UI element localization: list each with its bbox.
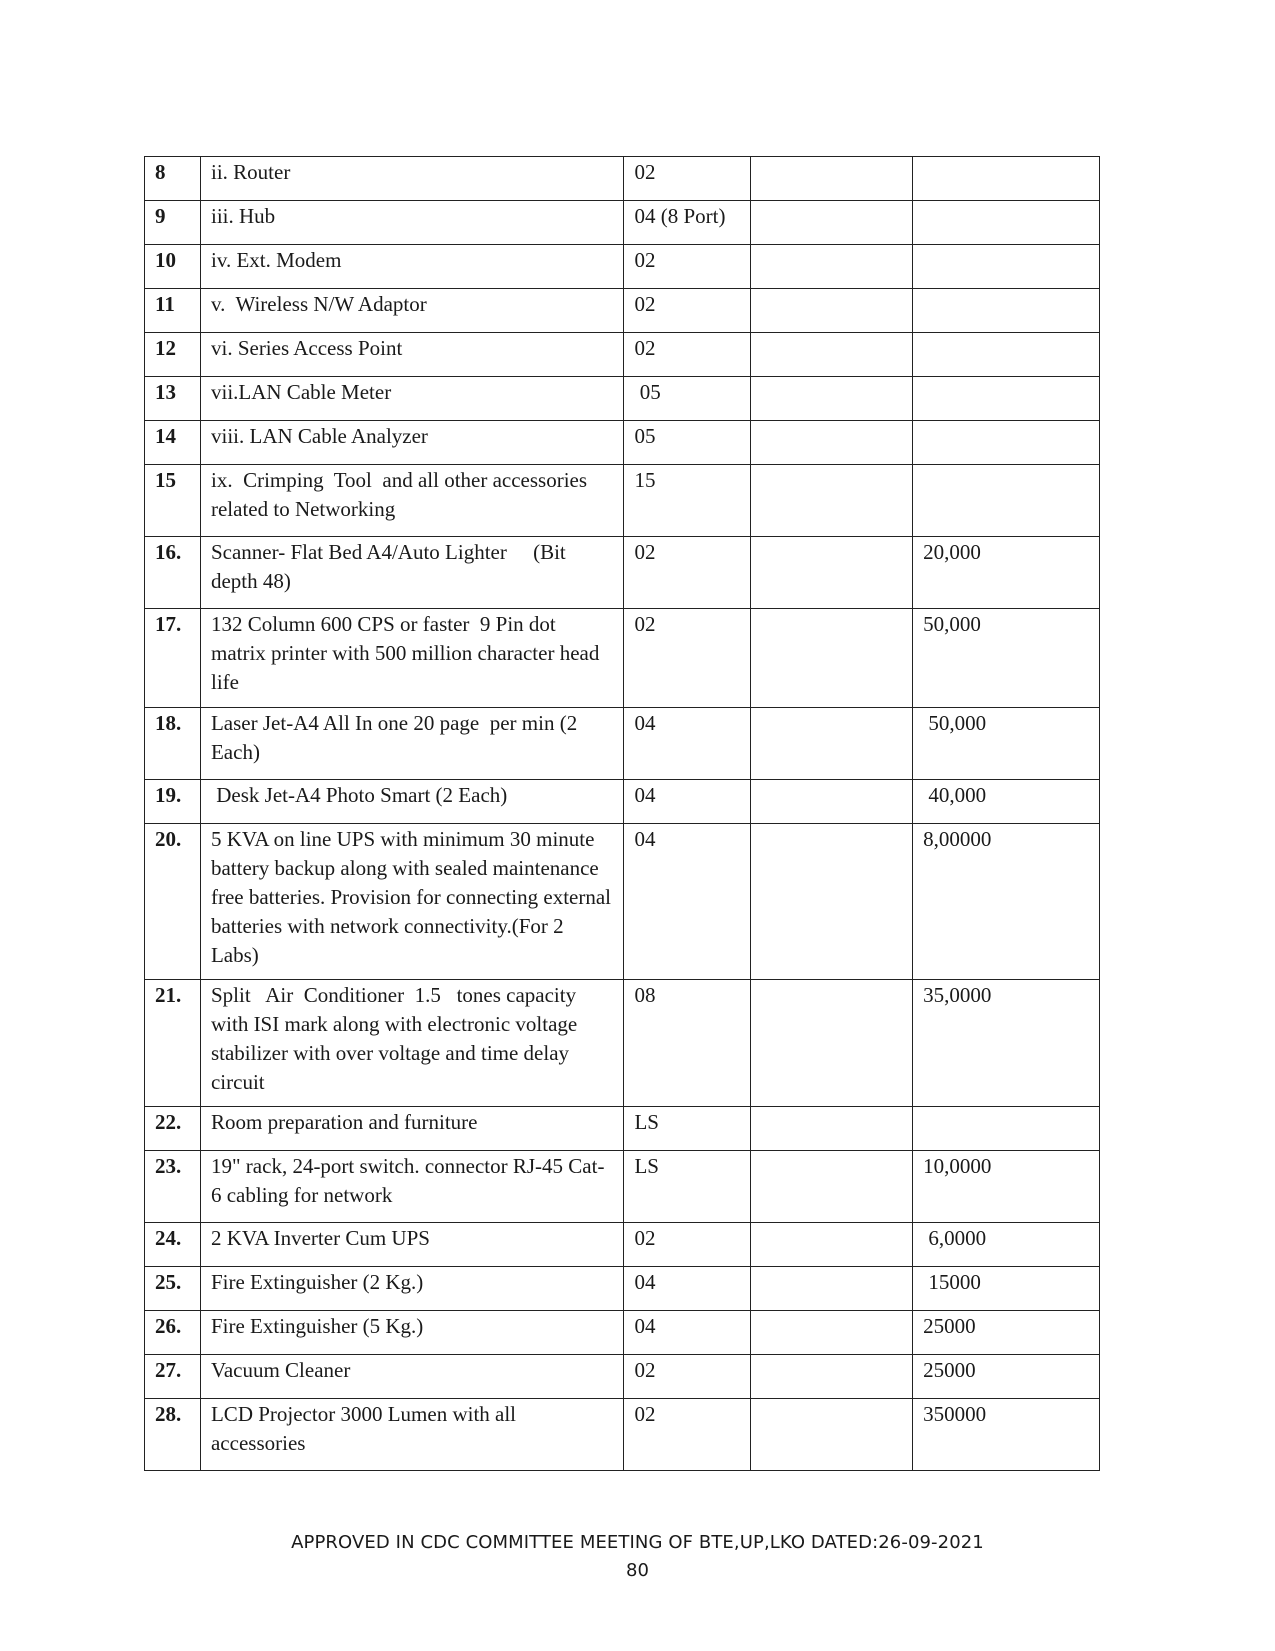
item-description: Split Air Conditioner 1.5 tones capacity with ISI mark along with electronic voltage stabilizer with over voltage and time delay circuit [200, 980, 624, 1107]
row-number: 14 [145, 421, 201, 465]
item-column-4 [751, 1151, 913, 1223]
equipment-table [144, 156, 1100, 1471]
item-quantity: 04 [624, 1267, 751, 1311]
item-amount: 6,0000 [913, 1223, 1100, 1267]
item-amount [913, 157, 1100, 201]
table-row [145, 245, 1100, 289]
item-column-4 [751, 421, 913, 465]
item-amount: 350000 [913, 1399, 1100, 1471]
page-number: 80 [626, 1560, 649, 1581]
item-column-4 [751, 537, 913, 609]
table-row [145, 1311, 1100, 1355]
item-column-4 [751, 201, 913, 245]
item-amount: 25000 [913, 1311, 1100, 1355]
item-quantity: 02 [624, 1399, 751, 1471]
item-quantity: 05 [624, 421, 751, 465]
item-column-4 [751, 1399, 913, 1471]
row-number: 23. [145, 1151, 201, 1223]
row-number: 10 [145, 245, 201, 289]
equipment-table-body [145, 157, 1100, 1471]
item-description: ii. Router [200, 157, 624, 201]
row-number: 20. [145, 824, 201, 980]
item-description: Fire Extinguisher (5 Kg.) [200, 1311, 624, 1355]
table-row [145, 537, 1100, 609]
item-description: 2 KVA Inverter Cum UPS [200, 1223, 624, 1267]
item-quantity: 08 [624, 980, 751, 1107]
item-column-4 [751, 780, 913, 824]
item-description: Fire Extinguisher (2 Kg.) [200, 1267, 624, 1311]
item-column-4 [751, 824, 913, 980]
row-number: 28. [145, 1399, 201, 1471]
item-quantity: LS [624, 1151, 751, 1223]
row-number: 21. [145, 980, 201, 1107]
row-number: 26. [145, 1311, 201, 1355]
item-column-4 [751, 289, 913, 333]
item-amount: 20,000 [913, 537, 1100, 609]
item-description: vi. Series Access Point [200, 333, 624, 377]
item-quantity: 02 [624, 245, 751, 289]
table-row [145, 780, 1100, 824]
item-amount [913, 465, 1100, 537]
item-amount: 50,000 [913, 708, 1100, 780]
item-quantity: 04 [624, 780, 751, 824]
row-number: 25. [145, 1267, 201, 1311]
item-description: Laser Jet-A4 All In one 20 page per min (2 Each) [200, 708, 624, 780]
item-amount [913, 201, 1100, 245]
row-number: 13 [145, 377, 201, 421]
item-quantity: 15 [624, 465, 751, 537]
item-column-4 [751, 377, 913, 421]
item-description: vii.LAN Cable Meter [200, 377, 624, 421]
item-quantity: 02 [624, 333, 751, 377]
item-description: 19" rack, 24-port switch. connector RJ-45 Cat-6 cabling for network [200, 1151, 624, 1223]
item-description: iv. Ext. Modem [200, 245, 624, 289]
table-row [145, 824, 1100, 980]
approval-footer: APPROVED IN CDC COMMITTEE MEETING OF BTE,UP,LKO DATED:26-09-2021 [291, 1532, 984, 1553]
item-column-4 [751, 1107, 913, 1151]
item-quantity: 02 [624, 537, 751, 609]
item-amount [913, 333, 1100, 377]
table-row [145, 201, 1100, 245]
item-description: ix. Crimping Tool and all other accessories related to Networking [200, 465, 624, 537]
item-column-4 [751, 1311, 913, 1355]
item-column-4 [751, 1267, 913, 1311]
table-row [145, 333, 1100, 377]
row-number: 9 [145, 201, 201, 245]
item-amount [913, 245, 1100, 289]
item-amount [913, 421, 1100, 465]
table-row [145, 1399, 1100, 1471]
item-column-4 [751, 980, 913, 1107]
item-quantity: 05 [624, 377, 751, 421]
row-number: 11 [145, 289, 201, 333]
item-column-4 [751, 465, 913, 537]
item-description: LCD Projector 3000 Lumen with all accessories [200, 1399, 624, 1471]
item-column-4 [751, 333, 913, 377]
item-amount: 25000 [913, 1355, 1100, 1399]
row-number: 27. [145, 1355, 201, 1399]
item-amount [913, 377, 1100, 421]
table-row [145, 1151, 1100, 1223]
item-quantity: 02 [624, 1355, 751, 1399]
item-description: 132 Column 600 CPS or faster 9 Pin dot matrix printer with 500 million character head life [200, 609, 624, 708]
table-row [145, 289, 1100, 333]
item-quantity: 02 [624, 609, 751, 708]
item-quantity: 02 [624, 1223, 751, 1267]
item-quantity: 02 [624, 157, 751, 201]
row-number: 15 [145, 465, 201, 537]
table-row [145, 1267, 1100, 1311]
item-description: 5 KVA on line UPS with minimum 30 minute battery backup along with sealed maintenance free batteries. Provision for connecting external batteries with network connectivity.(For 2 Labs) [200, 824, 624, 980]
item-quantity: LS [624, 1107, 751, 1151]
row-number: 22. [145, 1107, 201, 1151]
row-number: 16. [145, 537, 201, 609]
item-amount: 10,0000 [913, 1151, 1100, 1223]
item-column-4 [751, 609, 913, 708]
item-description: Vacuum Cleaner [200, 1355, 624, 1399]
row-number: 12 [145, 333, 201, 377]
item-quantity: 04 [624, 708, 751, 780]
item-description: v. Wireless N/W Adaptor [200, 289, 624, 333]
item-quantity: 04 [624, 824, 751, 980]
item-quantity: 04 [624, 1311, 751, 1355]
table-row [145, 609, 1100, 708]
item-amount [913, 289, 1100, 333]
item-amount: 35,0000 [913, 980, 1100, 1107]
table-row [145, 708, 1100, 780]
item-amount [913, 1107, 1100, 1151]
item-description: Room preparation and furniture [200, 1107, 624, 1151]
item-amount: 50,000 [913, 609, 1100, 708]
item-column-4 [751, 157, 913, 201]
item-column-4 [751, 708, 913, 780]
item-description: iii. Hub [200, 201, 624, 245]
table-row [145, 157, 1100, 201]
row-number: 8 [145, 157, 201, 201]
item-amount: 40,000 [913, 780, 1100, 824]
table-row [145, 465, 1100, 537]
row-number: 19. [145, 780, 201, 824]
item-column-4 [751, 245, 913, 289]
table-row [145, 1223, 1100, 1267]
row-number: 18. [145, 708, 201, 780]
table-row [145, 421, 1100, 465]
row-number: 17. [145, 609, 201, 708]
table-row [145, 1107, 1100, 1151]
item-amount: 15000 [913, 1267, 1100, 1311]
table-row [145, 980, 1100, 1107]
item-description: Scanner- Flat Bed A4/Auto Lighter (Bit depth 48) [200, 537, 624, 609]
item-description: viii. LAN Cable Analyzer [200, 421, 624, 465]
item-quantity: 04 (8 Port) [624, 201, 751, 245]
item-amount: 8,00000 [913, 824, 1100, 980]
item-quantity: 02 [624, 289, 751, 333]
item-column-4 [751, 1355, 913, 1399]
row-number: 24. [145, 1223, 201, 1267]
item-description: Desk Jet-A4 Photo Smart (2 Each) [200, 780, 624, 824]
table-row [145, 1355, 1100, 1399]
item-column-4 [751, 1223, 913, 1267]
table-row [145, 377, 1100, 421]
